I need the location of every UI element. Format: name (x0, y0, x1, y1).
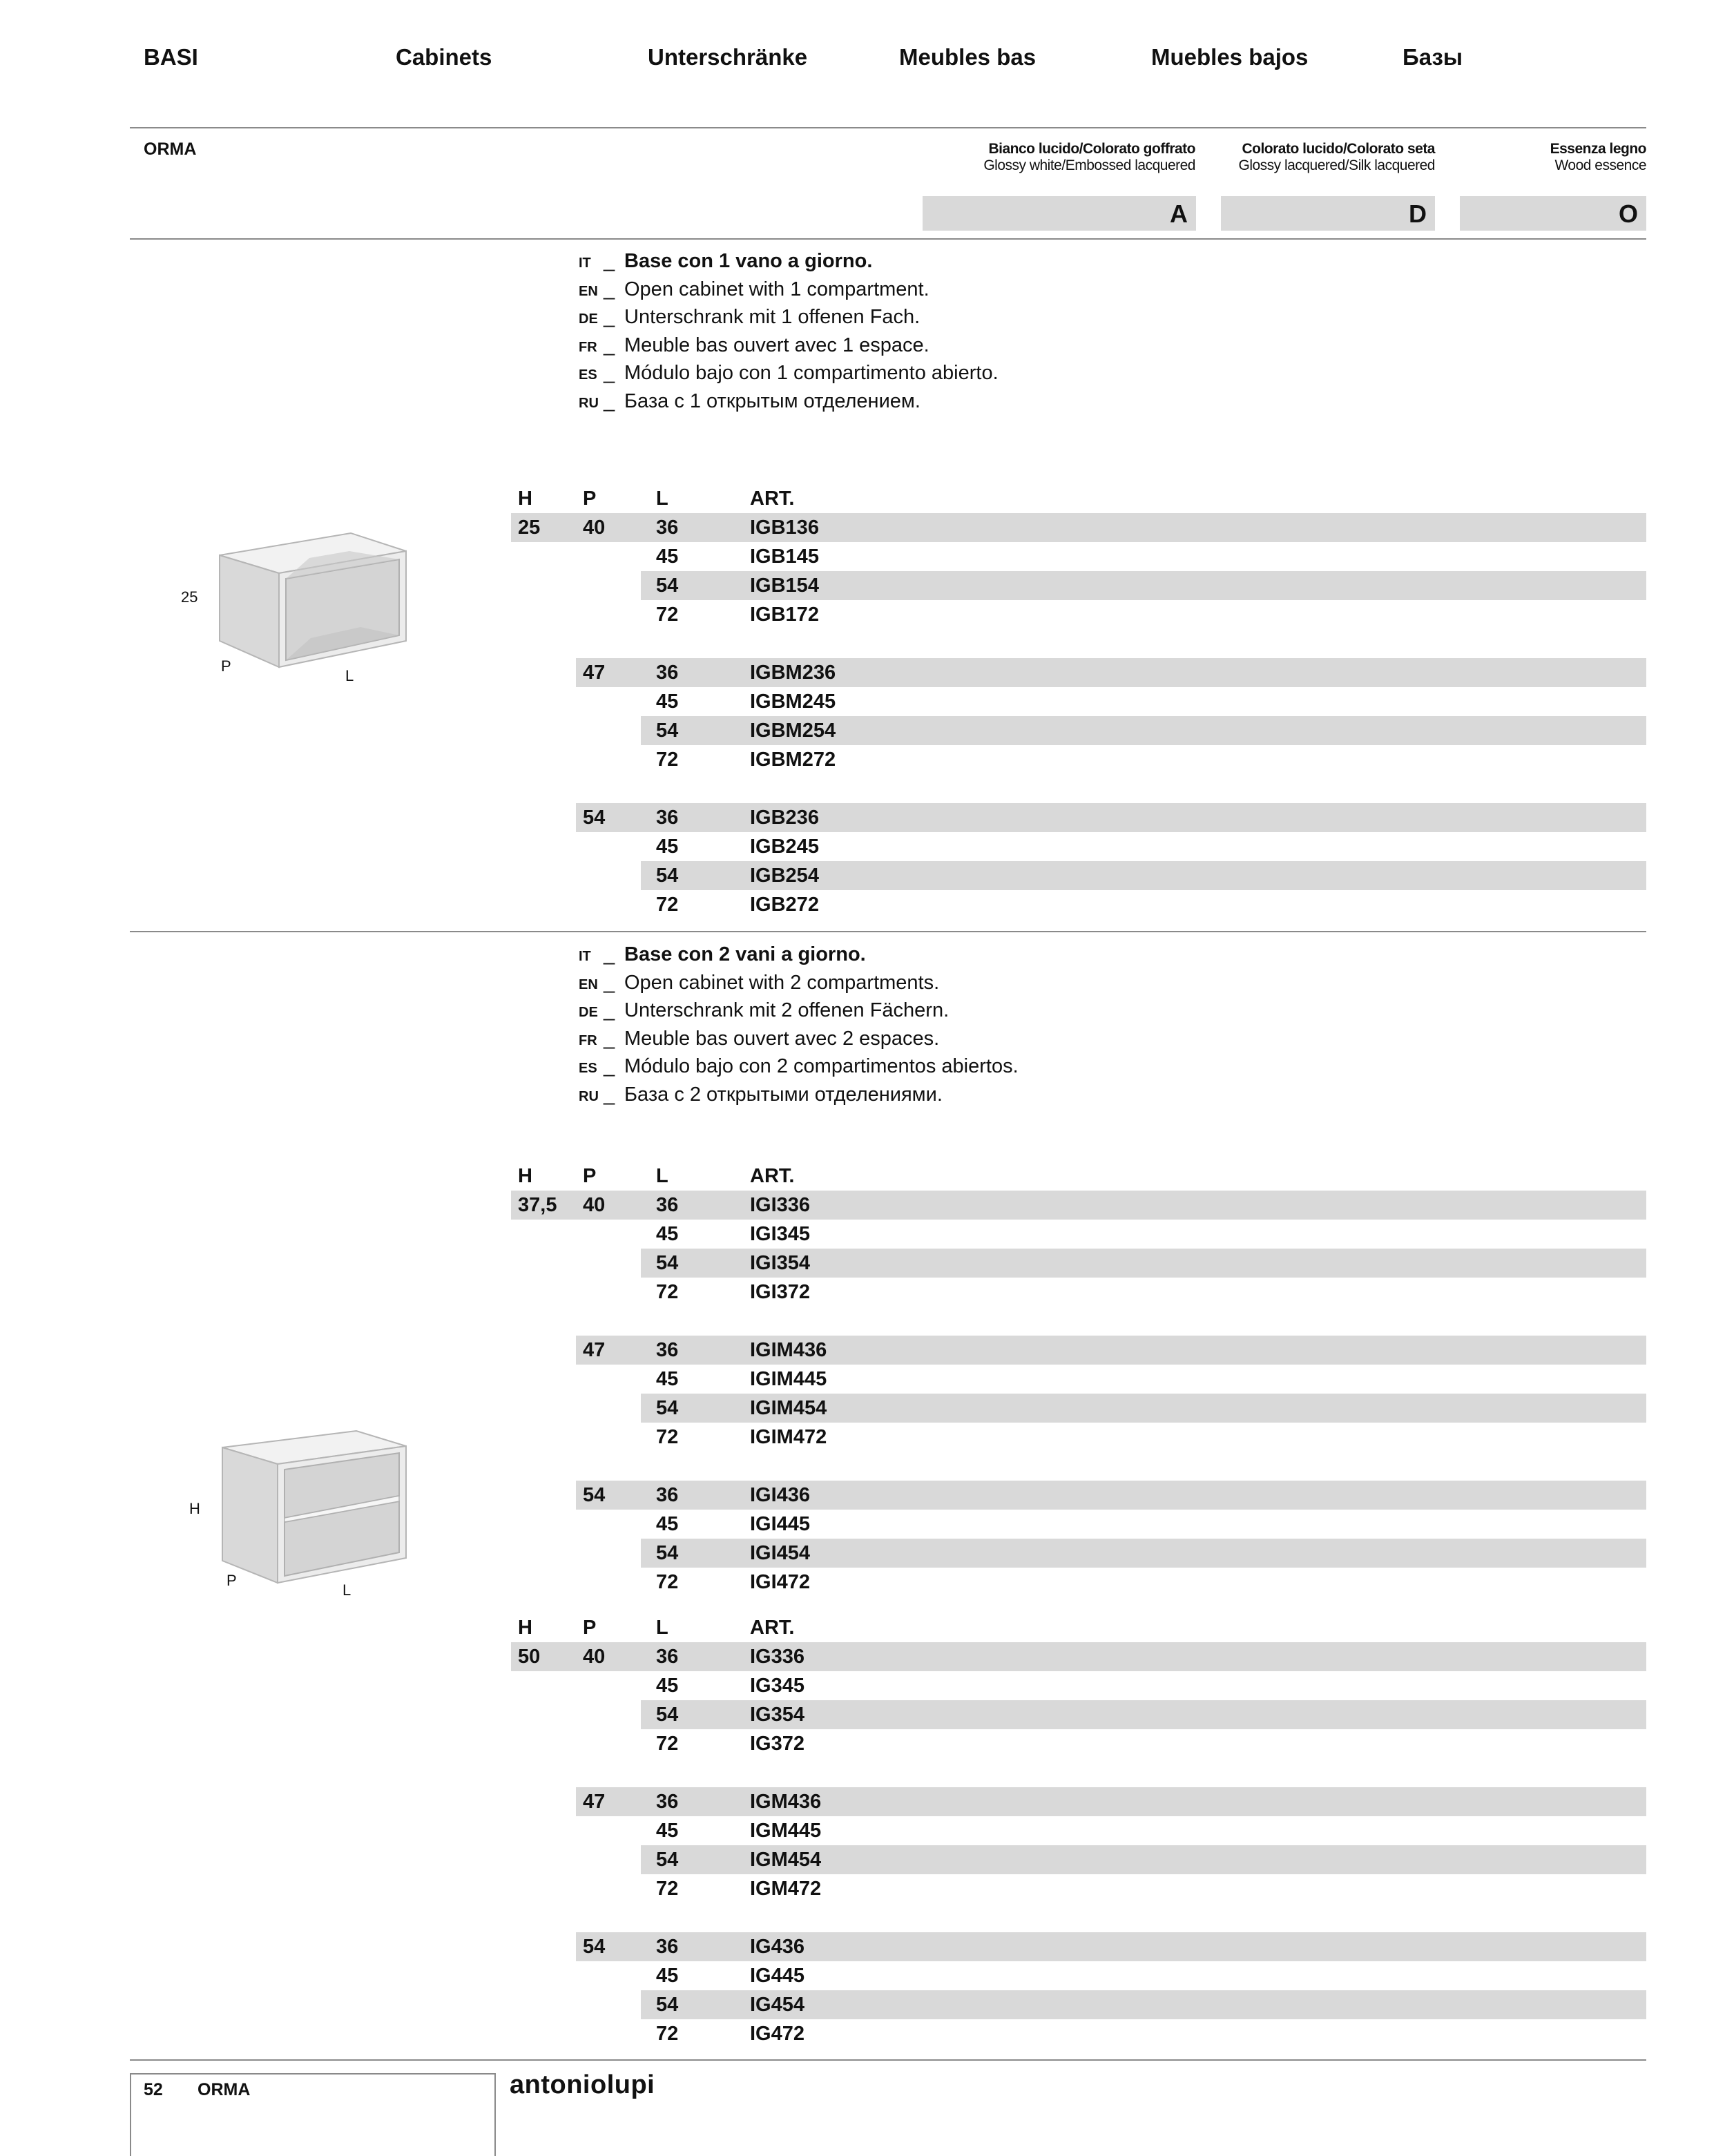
desc-row: RU _ База с 2 открытыми отделениями. (579, 1083, 943, 1106)
finish-d-code: D (1221, 196, 1435, 231)
table-section-1 (511, 484, 1646, 919)
finish-d-label (1239, 141, 1436, 174)
divider (130, 127, 1646, 128)
table-row: 47 36 IGM436 (511, 1787, 1646, 1816)
table-row: 54 IGB154 (511, 571, 1646, 600)
table-row: 54 36 IGB236 (511, 803, 1646, 832)
open-cabinet-2-compartments-drawing (214, 1423, 414, 1588)
table-row: 45 IG345 (656, 1675, 804, 1697)
table-row: 45 IG445 (656, 1965, 804, 1987)
table-row: 45 IGB145 (656, 546, 819, 568)
finish-a-label (983, 141, 1195, 174)
divider (130, 2059, 1646, 2061)
footer-collection: ORMA (197, 2080, 251, 2099)
table-row: 72 IGBM272 (656, 749, 836, 771)
table-row: 50 40 36 IG336 (511, 1642, 1646, 1671)
finish-a-title: Bianco lucido/Colorato goffrato (988, 141, 1195, 157)
table-row: 72 IG372 (656, 1733, 804, 1755)
table-header: H P L ART. (518, 1165, 795, 1187)
table-row: 54 IG354 (511, 1700, 1646, 1729)
desc-row: DE _ Unterschrank mit 1 offenen Fach. (579, 306, 921, 328)
table-row: 45 IGI445 (656, 1513, 811, 1535)
table-row: 72 IGB272 (656, 894, 819, 916)
finish-a-subtitle: Glossy white/Embossed lacquered (983, 157, 1195, 173)
drawing-depth-label: P (221, 657, 231, 675)
collection-name: ORMA (144, 139, 197, 159)
page-number: 52 (144, 2080, 163, 2099)
section-2-descriptions (579, 941, 1019, 1108)
table-header: H P L ART. (518, 488, 795, 510)
table-row: 72 IGI372 (656, 1281, 811, 1303)
table-row: 54 36 IGI436 (511, 1481, 1646, 1510)
table-row: 45 IGI345 (656, 1223, 811, 1245)
drawing-height-label: 25 (181, 588, 198, 606)
drawing-width-label: L (343, 1581, 351, 1599)
desc-row: ES _ Módulo bajo con 2 compartimentos abiertos. (579, 1055, 1019, 1077)
header-de: Unterschränke (648, 44, 808, 70)
desc-row: IT _ Base con 1 vano a giorno. (579, 250, 873, 272)
table-header: H P L ART. (518, 1617, 795, 1639)
table-row: 54 IGB254 (511, 861, 1646, 890)
header-ru: Базы (1403, 44, 1463, 70)
header-es: Muebles bajos (1151, 44, 1309, 70)
table-row: 72 IGB172 (656, 604, 819, 626)
table-row: 54 IGBM254 (511, 716, 1646, 745)
table-row: 45 IGM445 (656, 1820, 822, 1842)
divider (130, 931, 1646, 932)
section-1-descriptions (579, 247, 999, 415)
open-cabinet-1-compartment-drawing (214, 525, 414, 677)
brand-logo: antoniolupi (510, 2070, 655, 2099)
desc-row: IT _ Base con 2 vani a giorno. (579, 943, 866, 965)
desc-row: FR _ Meuble bas ouvert avec 1 espace. (579, 334, 929, 356)
finish-a-code: A (923, 196, 1196, 231)
table-row: 45 IGBM245 (656, 691, 836, 713)
table-row: 37,5 40 36 IGI336 (511, 1191, 1646, 1220)
table-row: 45 IGB245 (656, 836, 819, 858)
drawing-height-label: H (189, 1500, 200, 1517)
table-row: 72 IGIM472 (656, 1426, 827, 1448)
desc-row: FR _ Meuble bas ouvert avec 2 espaces. (579, 1027, 940, 1050)
table-row: 45 IGIM445 (656, 1368, 827, 1390)
table-row: 47 36 IGIM436 (511, 1336, 1646, 1365)
header-it: BASI (144, 44, 198, 70)
finish-o-code: O (1460, 196, 1646, 231)
footer-box (130, 2073, 496, 2156)
table-row: 54 36 IG436 (511, 1932, 1646, 1961)
table-section-2-h50 (511, 1613, 1646, 2048)
table-row: 25 40 36 IGB136 (511, 513, 1646, 542)
desc-row: EN _ Open cabinet with 1 compartment. (579, 278, 929, 300)
table-row: 72 IG472 (656, 2023, 804, 2045)
desc-row: EN _ Open cabinet with 2 compartments. (579, 971, 940, 994)
desc-row: DE _ Unterschrank mit 2 offenen Fächern. (579, 999, 950, 1021)
divider (130, 238, 1646, 240)
drawing-width-label: L (345, 667, 354, 684)
header-en: Cabinets (396, 44, 492, 70)
finish-o-label (1550, 141, 1646, 174)
table-row: 54 IG454 (511, 1990, 1646, 2019)
desc-row: ES _ Módulo bajo con 1 compartimento abierto. (579, 362, 999, 384)
table-row: 72 IGI472 (656, 1571, 811, 1593)
finish-d-title: Colorato lucido/Colorato seta (1242, 141, 1435, 157)
table-row: 54 IGI454 (511, 1539, 1646, 1568)
table-row: 72 IGM472 (656, 1878, 822, 1900)
drawing-depth-label: P (227, 1572, 237, 1589)
table-section-2-h37 (511, 1162, 1646, 1597)
finish-o-title: Essenza legno (1550, 141, 1646, 157)
desc-row: RU _ База с 1 открытым отделением. (579, 389, 921, 412)
finish-d-subtitle: Glossy lacquered/Silk lacquered (1238, 157, 1435, 173)
table-row: 54 IGI354 (511, 1249, 1646, 1278)
header-fr: Meubles bas (899, 44, 1037, 70)
table-row: 54 IGIM454 (511, 1394, 1646, 1423)
finish-o-subtitle: Wood essence (1554, 157, 1646, 173)
table-row: 47 36 IGBM236 (511, 658, 1646, 687)
table-row: 54 IGM454 (511, 1845, 1646, 1874)
